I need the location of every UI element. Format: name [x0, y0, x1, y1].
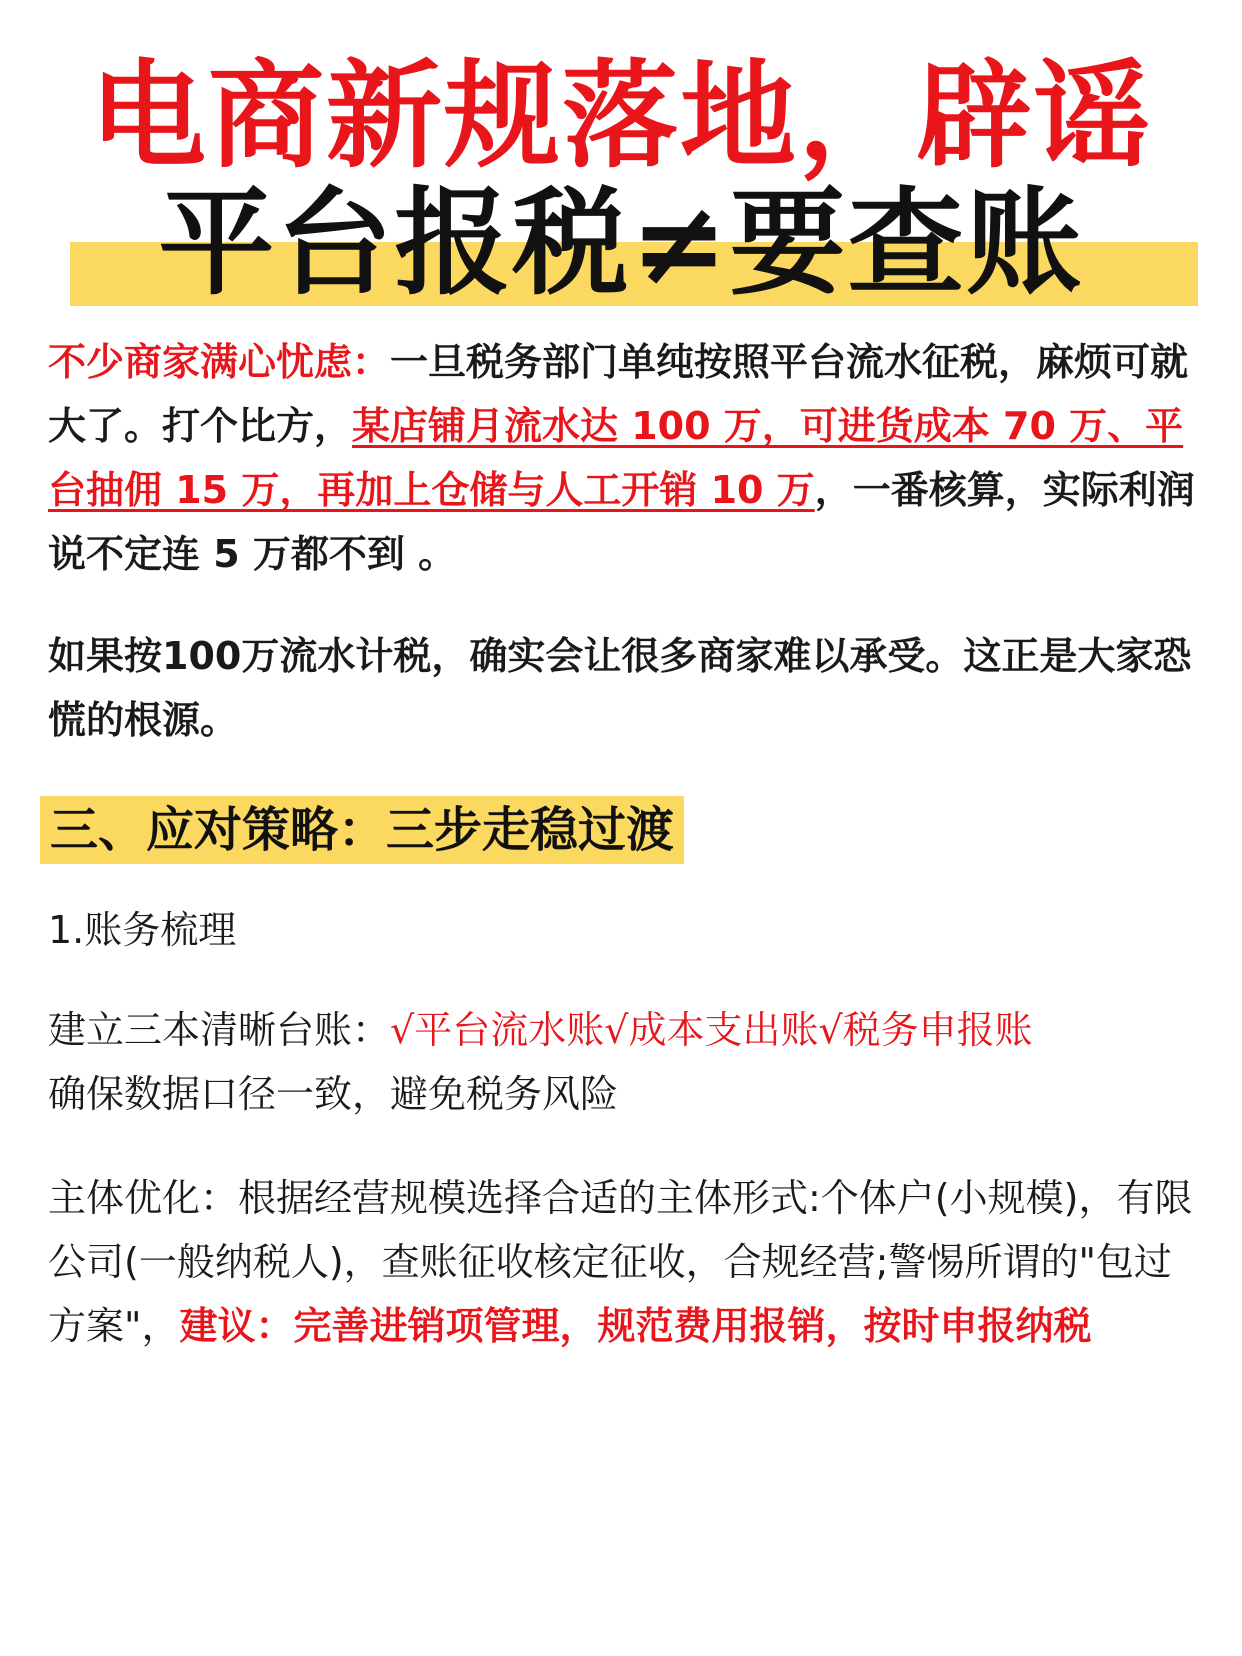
intro-lead: 不少商家满心忧虑：	[48, 340, 391, 384]
ledger-lead: 建立三本清晰台账：	[48, 1008, 391, 1052]
intro-text-2: ，一番核算，实际利润说不定连 5 万都不到 。	[48, 468, 1195, 576]
ledger-items: √平台流水账√成本支出账√税务申报账	[390, 1008, 1033, 1052]
ledger-paragraph	[48, 998, 1198, 1126]
intro-example: 某店铺月流水达 100 万，可进货成本 70 万、平台抽佣 15 万，再加上仓储与人工开销 10 万	[48, 404, 1184, 512]
entity-paragraph	[48, 1166, 1198, 1358]
intro-text-1: 一旦税务部门单纯按照平台流水征税，麻烦可就大了。打个比方，	[48, 340, 1189, 448]
ledger-note: 确保数据口径一致，避免税务风险	[48, 1072, 619, 1116]
tax-concern-paragraph: 如果按100万流水计税，确实会让很多商家难以承受。这正是大家恐慌的根源。	[48, 634, 1192, 742]
article-body	[48, 330, 1198, 1358]
intro-paragraph	[48, 330, 1198, 586]
title-line-1: 电商新规落地，辟谣	[90, 49, 1152, 184]
entity-advice: 建议：完善进销项管理，规范费用报销，按时申报纳税	[179, 1304, 1092, 1348]
title-line-2: 平台报税≠要查账	[158, 176, 1084, 311]
section-heading: 三、应对策略：三步走稳过渡	[40, 796, 684, 864]
entity-text: 主体优化：根据经营规模选择合适的主体形式:个体户(小规模)，有限公司(一般纳税人)，查账征收核定征收，合规经营;警惕所谓的"包过方案"，	[48, 1176, 1193, 1348]
step-1-title: 1.账务梳理	[48, 908, 237, 952]
